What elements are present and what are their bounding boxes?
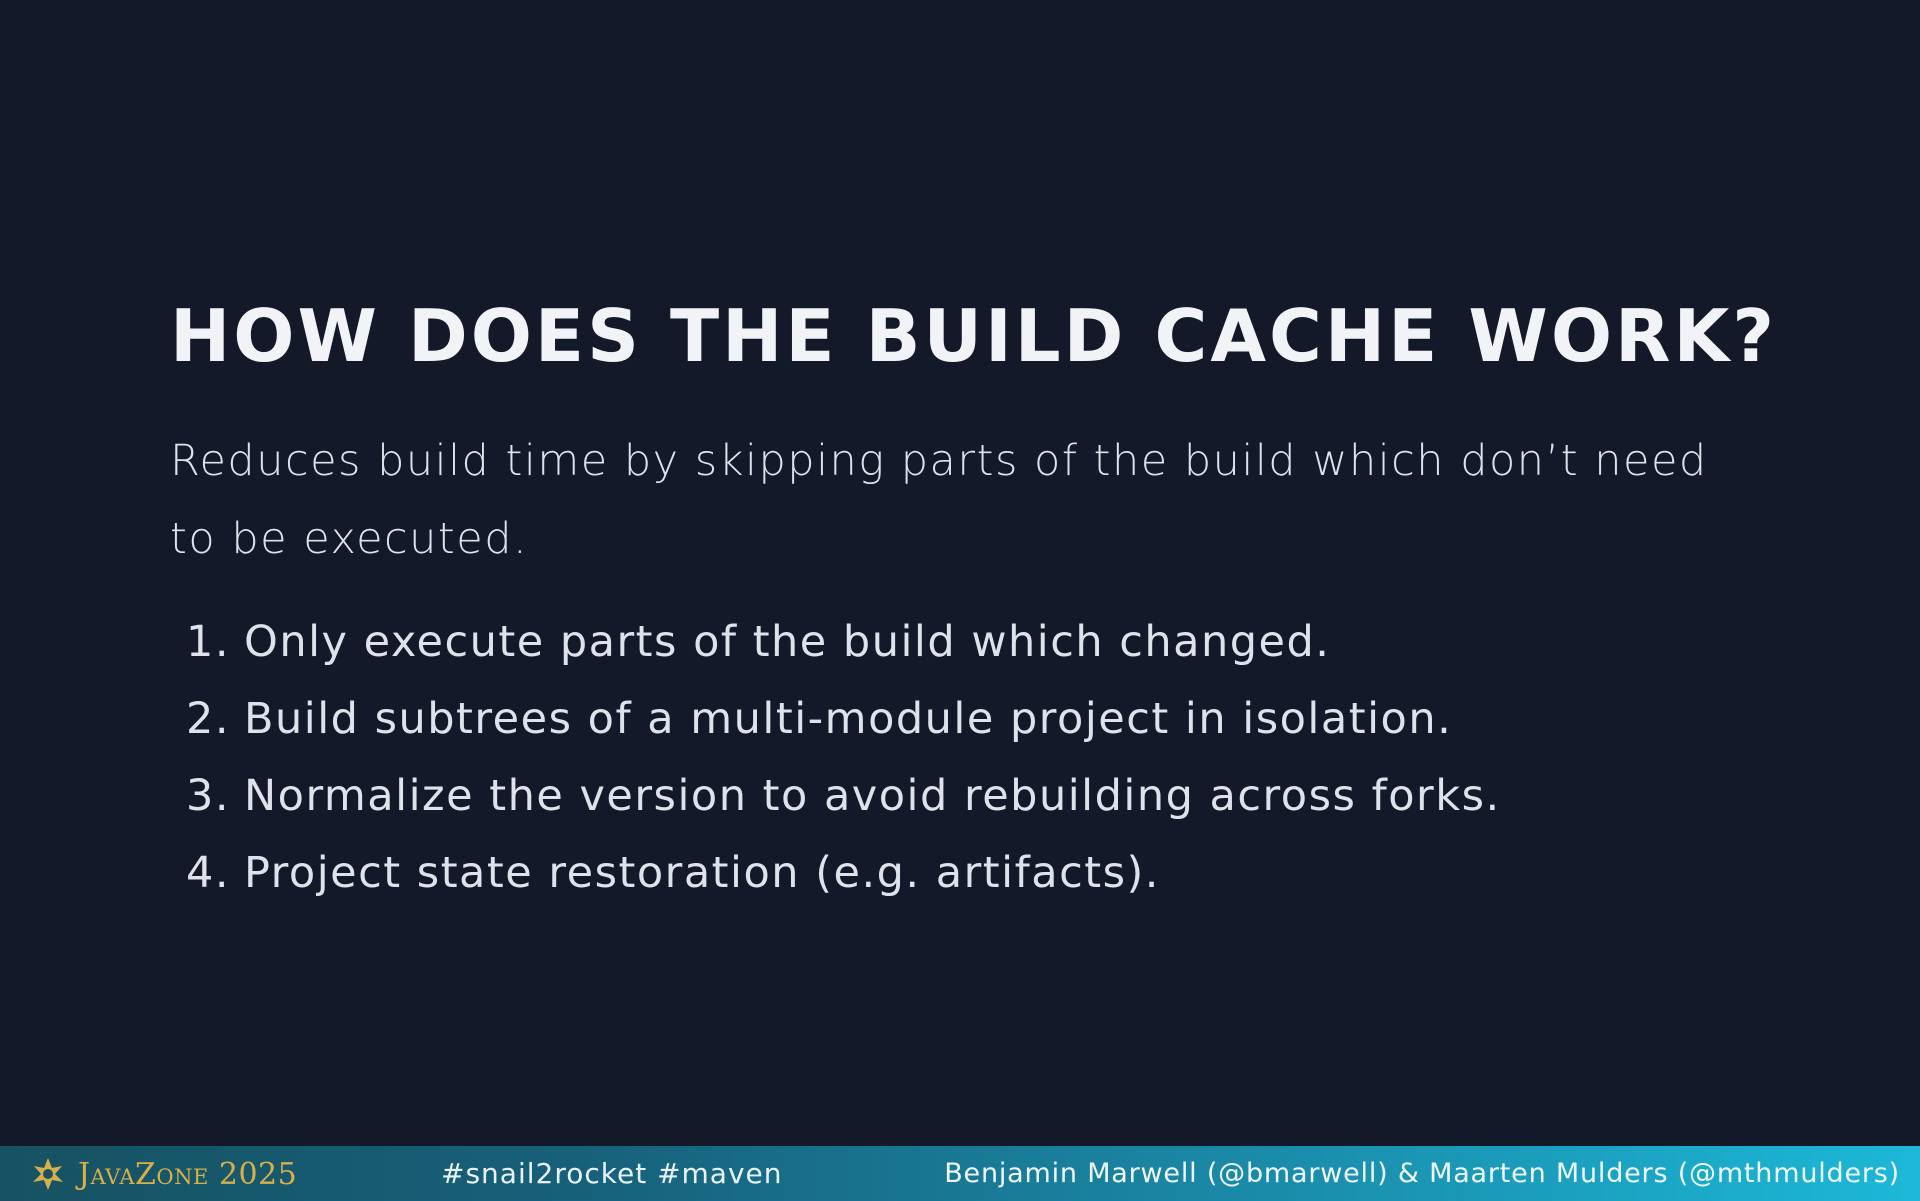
steps-list [170,604,1501,912]
step-number: 3. [185,771,230,821]
step-text: Only execute parts of the build which changed. [244,617,1331,667]
footer-bar [0,1146,1920,1201]
list-item [170,604,1501,681]
javazone-logo-icon [28,1154,68,1194]
brand-name: JavaZone 2025 [78,1156,298,1192]
step-text: Build subtrees of a multi-module project in isolation. [244,694,1453,744]
step-number: 1. [185,617,230,667]
list-item [170,758,1501,835]
hashtags: #snail2rocket #maven [441,1157,783,1190]
authors: Benjamin Marwell (@bmarwell) & Maarten Mulders (@mthmulders) [944,1158,1900,1189]
list-item [170,835,1501,912]
slide-intro: Reduces build time by skipping parts of the build which don’t need to be executed. [170,436,1708,564]
step-number: 2. [185,694,230,744]
brand [28,1154,297,1194]
list-item [170,681,1501,758]
step-text: Project state restoration (e.g. artifacts). [244,848,1160,898]
step-number: 4. [185,848,230,898]
slide-title: HOW DOES THE BUILD CACHE WORK? [170,294,1778,378]
step-text: Normalize the version to avoid rebuilding across forks. [244,771,1501,821]
